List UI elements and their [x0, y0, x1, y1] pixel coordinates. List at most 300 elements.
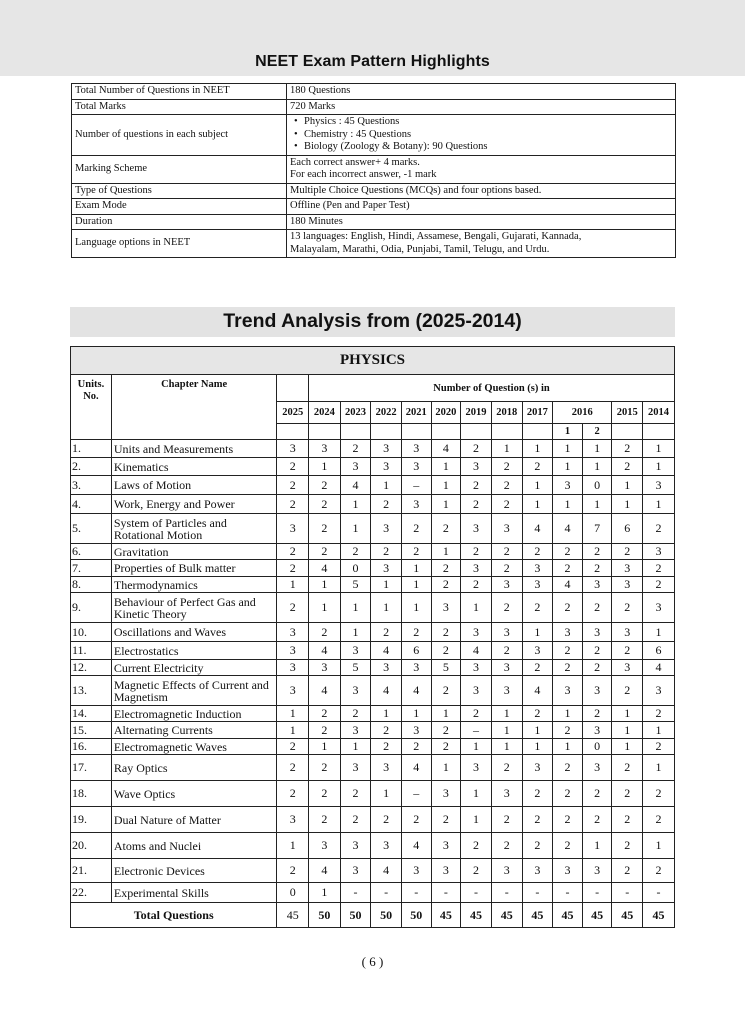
question-count: 2 [371, 623, 402, 642]
question-count: 3 [643, 676, 675, 706]
question-count: 2 [643, 514, 675, 544]
question-count: 3 [277, 807, 309, 833]
page-number: ( 6 ) [361, 954, 384, 969]
question-count: 1 [401, 706, 431, 722]
highlight-row [72, 84, 676, 100]
question-count: - [491, 883, 522, 903]
question-count: 2 [340, 781, 371, 807]
question-count: 3 [522, 859, 553, 883]
question-count: 3 [643, 544, 675, 560]
highlight-line: For each incorrect answer, -1 mark [290, 169, 437, 180]
question-count: 2 [340, 706, 371, 722]
unit-number: 6. [71, 544, 112, 560]
question-count: 4 [431, 440, 461, 458]
question-count: 2 [277, 495, 309, 514]
chapter-name: Electromagnetic Waves [111, 739, 277, 755]
question-count: 4 [309, 676, 341, 706]
question-count: 4 [309, 859, 341, 883]
question-count: 7 [582, 514, 612, 544]
question-count: 2 [553, 642, 583, 660]
question-count: 2 [582, 560, 612, 577]
question-count: 3 [277, 514, 309, 544]
question-count: 1 [401, 577, 431, 593]
question-count: 3 [371, 458, 402, 476]
question-count: 2 [277, 458, 309, 476]
question-count: 3 [371, 560, 402, 577]
question-count: 2 [309, 755, 341, 781]
question-count: 2 [401, 739, 431, 755]
question-count: 3 [522, 560, 553, 577]
highlight-label: Exam Mode [72, 199, 287, 215]
question-count: 2 [491, 476, 522, 495]
question-count: - [461, 883, 492, 903]
question-count: 2 [461, 544, 492, 560]
question-count: 2 [431, 739, 461, 755]
question-count: 3 [277, 623, 309, 642]
question-count: 3 [431, 593, 461, 623]
question-count: 2 [612, 593, 643, 623]
question-count: 3 [643, 476, 675, 495]
question-count: 2 [277, 739, 309, 755]
question-count: 1 [371, 577, 402, 593]
question-count: 1 [522, 739, 553, 755]
question-count: 3 [461, 755, 492, 781]
question-count: 2 [431, 807, 461, 833]
chapter-name: Thermodynamics [111, 577, 277, 593]
chapter-name: Kinematics [111, 458, 277, 476]
question-count: 1 [461, 593, 492, 623]
highlight-row [72, 183, 676, 199]
year-header: 2015 [612, 402, 643, 424]
question-count: 2 [309, 807, 341, 833]
question-count: 3 [461, 560, 492, 577]
unit-number: 20. [71, 833, 112, 859]
question-count: 2 [309, 722, 341, 739]
question-count: 5 [431, 660, 461, 676]
question-count: 3 [401, 440, 431, 458]
question-count: 2 [612, 544, 643, 560]
question-count: 1 [401, 593, 431, 623]
question-count: 1 [612, 739, 643, 755]
question-count: 1 [612, 706, 643, 722]
question-count: 0 [582, 739, 612, 755]
total-value: 45 [582, 903, 612, 928]
total-value: 45 [431, 903, 461, 928]
sub-header-blank [277, 424, 309, 440]
sub-header-blank [401, 424, 431, 440]
question-count: 1 [461, 739, 492, 755]
question-count: 4 [461, 642, 492, 660]
question-count: 1 [309, 883, 341, 903]
question-count: 2 [491, 807, 522, 833]
question-count: 2 [612, 676, 643, 706]
total-value: 45 [553, 903, 583, 928]
question-count: 1 [582, 458, 612, 476]
chapter-name: Ray Optics [111, 755, 277, 781]
question-count: 3 [431, 833, 461, 859]
table-row [71, 755, 675, 781]
sub-header-blank [340, 424, 371, 440]
question-count: 1 [522, 495, 553, 514]
question-count: 2 [491, 458, 522, 476]
question-count: 2 [461, 440, 492, 458]
question-count: 3 [340, 642, 371, 660]
question-count: 2 [340, 544, 371, 560]
sub-header-blank [522, 424, 553, 440]
question-count: 1 [643, 722, 675, 739]
question-count: - [582, 883, 612, 903]
question-count: 1 [431, 706, 461, 722]
question-count: 2 [491, 642, 522, 660]
total-value: 50 [371, 903, 402, 928]
table-row [71, 739, 675, 755]
year-header: 2018 [491, 402, 522, 424]
question-count: 4 [401, 833, 431, 859]
unit-number: 18. [71, 781, 112, 807]
year-header: 2025 [277, 402, 309, 424]
question-count: 2 [522, 706, 553, 722]
total-value: 45 [491, 903, 522, 928]
question-count: 1 [401, 560, 431, 577]
question-count: 2 [612, 833, 643, 859]
total-value: 50 [401, 903, 431, 928]
question-count: 2 [491, 593, 522, 623]
question-count: 2 [277, 560, 309, 577]
question-count: 3 [340, 458, 371, 476]
question-count: 4 [371, 676, 402, 706]
question-count: 1 [340, 739, 371, 755]
year-header: 2024 [309, 402, 341, 424]
question-count: 1 [522, 623, 553, 642]
question-count: 4 [309, 642, 341, 660]
question-count: 3 [371, 514, 402, 544]
question-count: 3 [553, 623, 583, 642]
question-count: 2 [371, 739, 402, 755]
chapter-name: Work, Energy and Power [111, 495, 277, 514]
unit-number: 10. [71, 623, 112, 642]
question-count: 2 [371, 807, 402, 833]
question-count: 2 [582, 781, 612, 807]
unit-number: 1. [71, 440, 112, 458]
highlight-line: Each correct answer+ 4 marks. [290, 156, 420, 168]
question-count: 3 [277, 660, 309, 676]
question-count: 2 [309, 781, 341, 807]
question-count: 3 [643, 593, 675, 623]
question-count: 2 [431, 722, 461, 739]
highlight-line: Offline (Pen and Paper Test) [290, 200, 410, 211]
header-blank [277, 375, 309, 402]
question-count: 1 [340, 593, 371, 623]
unit-number: 19. [71, 807, 112, 833]
question-count: 1 [643, 440, 675, 458]
question-count: 2 [309, 514, 341, 544]
question-count: 3 [277, 440, 309, 458]
question-count: 2 [401, 623, 431, 642]
table-row [71, 577, 675, 593]
unit-number: 21. [71, 859, 112, 883]
table-row [71, 706, 675, 722]
question-count: 3 [431, 781, 461, 807]
total-value: 45 [277, 903, 309, 928]
question-count: 1 [491, 706, 522, 722]
question-count: 3 [553, 676, 583, 706]
highlight-row [72, 99, 676, 115]
table-row [71, 859, 675, 883]
question-count: 4 [371, 859, 402, 883]
question-count: 1 [643, 833, 675, 859]
question-count: 2 [461, 495, 492, 514]
question-count: 2 [643, 859, 675, 883]
highlight-value [287, 199, 676, 215]
table-row [71, 642, 675, 660]
question-count: 1 [277, 706, 309, 722]
question-count: 1 [522, 440, 553, 458]
highlight-bullet: • Chemistry : 45 Questions [304, 129, 672, 142]
question-count: 4 [401, 676, 431, 706]
question-count: 2 [553, 660, 583, 676]
question-count: 1 [582, 833, 612, 859]
chapter-name: Oscillations and Waves [111, 623, 277, 642]
sub-header-blank [371, 424, 402, 440]
highlight-bullet: • Biology (Zoology & Botany): 90 Questions [304, 141, 672, 154]
question-count: 2 [491, 755, 522, 781]
question-count: 4 [371, 642, 402, 660]
year-header: 2021 [401, 402, 431, 424]
chapter-name: Magnetic Effects of Current and Magnetism [111, 676, 277, 706]
question-count: 1 [371, 593, 402, 623]
highlight-line: 180 Questions [290, 85, 351, 96]
question-count: 4 [553, 577, 583, 593]
question-count: 1 [491, 440, 522, 458]
question-count: 3 [582, 676, 612, 706]
question-count: 3 [340, 722, 371, 739]
table-row [71, 883, 675, 903]
question-count: - [431, 883, 461, 903]
unit-number: 12. [71, 660, 112, 676]
question-count: 5 [340, 577, 371, 593]
highlight-value [287, 84, 676, 100]
question-count: 1 [553, 495, 583, 514]
question-count: - [401, 883, 431, 903]
year-2016-part: 1 [553, 424, 583, 440]
question-count: 0 [277, 883, 309, 903]
chapter-name: Units and Measurements [111, 440, 277, 458]
number-of-questions-header: Number of Question (s) in [309, 375, 675, 402]
question-count: 3 [612, 660, 643, 676]
question-count: 1 [431, 495, 461, 514]
question-count: 1 [309, 577, 341, 593]
question-count: 3 [401, 495, 431, 514]
question-count: 2 [582, 593, 612, 623]
question-count: 2 [553, 722, 583, 739]
highlight-line: Malayalam, Marathi, Odia, Punjabi, Tamil, Telugu, and Urdu. [290, 243, 550, 255]
question-count: 3 [553, 476, 583, 495]
question-count: 3 [371, 833, 402, 859]
question-count: 2 [582, 807, 612, 833]
chapter-name: Current Electricity [111, 660, 277, 676]
highlight-value [287, 115, 676, 156]
highlight-row [72, 230, 676, 258]
question-count: 2 [643, 807, 675, 833]
chapter-name: Electronic Devices [111, 859, 277, 883]
unit-number: 22. [71, 883, 112, 903]
total-value: 45 [522, 903, 553, 928]
question-count: 1 [371, 476, 402, 495]
question-count: 1 [553, 440, 583, 458]
table-row [71, 807, 675, 833]
highlight-line: Multiple Choice Questions (MCQs) and four options based. [290, 184, 542, 196]
question-count: – [401, 781, 431, 807]
table-row [71, 660, 675, 676]
question-count: 2 [612, 440, 643, 458]
highlight-value [287, 183, 676, 199]
sub-header-blank [309, 424, 341, 440]
question-count: 3 [582, 623, 612, 642]
question-count: 2 [491, 560, 522, 577]
question-count: 2 [582, 544, 612, 560]
unit-number: 7. [71, 560, 112, 577]
highlight-line: 720 Marks [290, 100, 336, 112]
question-count: – [401, 476, 431, 495]
question-count: 2 [431, 676, 461, 706]
highlight-value [287, 155, 676, 183]
question-count: 1 [309, 739, 341, 755]
unit-number: 5. [71, 514, 112, 544]
total-value: 50 [309, 903, 341, 928]
question-count: 2 [277, 781, 309, 807]
table-row [71, 623, 675, 642]
question-count: 3 [491, 577, 522, 593]
highlight-value [287, 214, 676, 230]
total-value: 50 [340, 903, 371, 928]
table-row [71, 495, 675, 514]
question-count: 2 [461, 706, 492, 722]
question-count: 1 [431, 755, 461, 781]
question-count: - [522, 883, 553, 903]
question-count: 2 [491, 544, 522, 560]
question-count: 3 [401, 722, 431, 739]
question-count: 3 [461, 514, 492, 544]
question-count: 1 [612, 722, 643, 739]
question-count: 2 [553, 781, 583, 807]
question-count: 3 [371, 660, 402, 676]
question-count: 2 [461, 859, 492, 883]
question-count: 2 [612, 781, 643, 807]
question-count: 3 [309, 833, 341, 859]
question-count: 3 [491, 676, 522, 706]
question-count: 3 [582, 859, 612, 883]
question-count: 2 [612, 807, 643, 833]
table-row [71, 514, 675, 544]
question-count: 1 [340, 623, 371, 642]
highlights-table [71, 83, 676, 258]
table-row [71, 458, 675, 476]
question-count: 1 [340, 495, 371, 514]
question-count: 1 [553, 706, 583, 722]
question-count: 2 [522, 544, 553, 560]
question-count: 6 [643, 642, 675, 660]
unit-number: 15. [71, 722, 112, 739]
question-count: 2 [522, 833, 553, 859]
unit-number: 2. [71, 458, 112, 476]
question-count: 1 [612, 495, 643, 514]
question-count: 2 [582, 660, 612, 676]
question-count: 1 [643, 755, 675, 781]
sub-header-blank [461, 424, 492, 440]
question-count: 3 [491, 514, 522, 544]
question-count: - [371, 883, 402, 903]
total-value: 45 [612, 903, 643, 928]
unit-number: 8. [71, 577, 112, 593]
question-count: 3 [612, 560, 643, 577]
question-count: 3 [277, 642, 309, 660]
question-count: 6 [401, 642, 431, 660]
question-count: 1 [582, 495, 612, 514]
question-count: 6 [612, 514, 643, 544]
chapter-name: Gravitation [111, 544, 277, 560]
question-count: 2 [553, 544, 583, 560]
question-count: 1 [643, 495, 675, 514]
question-count: 2 [491, 833, 522, 859]
chapter-name: Laws of Motion [111, 476, 277, 495]
question-count: 2 [309, 623, 341, 642]
question-count: 2 [371, 722, 402, 739]
question-count: 3 [491, 660, 522, 676]
year-header: 2016 [553, 402, 612, 424]
chapter-name: Dual Nature of Matter [111, 807, 277, 833]
highlight-label: Total Marks [72, 99, 287, 115]
highlight-label: Total Number of Questions in NEET [72, 84, 287, 100]
question-count: 1 [553, 739, 583, 755]
chapter-name: Wave Optics [111, 781, 277, 807]
question-count: 3 [401, 660, 431, 676]
sub-header-blank [643, 424, 675, 440]
units-header: Units. No. [71, 375, 112, 440]
question-count: 3 [401, 859, 431, 883]
question-count: 1 [431, 458, 461, 476]
question-count: 2 [431, 577, 461, 593]
year-2016-part: 2 [582, 424, 612, 440]
question-count: 2 [582, 642, 612, 660]
table-row [71, 722, 675, 739]
question-count: 2 [431, 642, 461, 660]
question-count: 2 [643, 577, 675, 593]
question-count: 1 [522, 722, 553, 739]
question-count: 1 [553, 458, 583, 476]
highlight-line: 180 Minutes [290, 215, 343, 227]
question-count: 2 [643, 781, 675, 807]
question-count: 3 [340, 755, 371, 781]
question-count: 1 [491, 722, 522, 739]
question-count: 3 [371, 755, 402, 781]
question-count: 3 [401, 458, 431, 476]
chapter-name: Electromagnetic Induction [111, 706, 277, 722]
question-count: 3 [340, 676, 371, 706]
chapter-name: Behaviour of Perfect Gas and Kinetic Theory [111, 593, 277, 623]
question-count: 0 [340, 560, 371, 577]
trend-title: Trend Analysis from (2025-2014) [223, 310, 522, 332]
question-count: 2 [431, 560, 461, 577]
question-count: 2 [643, 739, 675, 755]
question-count: 3 [582, 577, 612, 593]
question-count: 3 [582, 722, 612, 739]
question-count: 2 [643, 560, 675, 577]
question-count: 2 [277, 476, 309, 495]
question-count: 2 [643, 706, 675, 722]
question-count: 2 [371, 544, 402, 560]
highlight-row [72, 199, 676, 215]
question-count: 2 [553, 755, 583, 781]
